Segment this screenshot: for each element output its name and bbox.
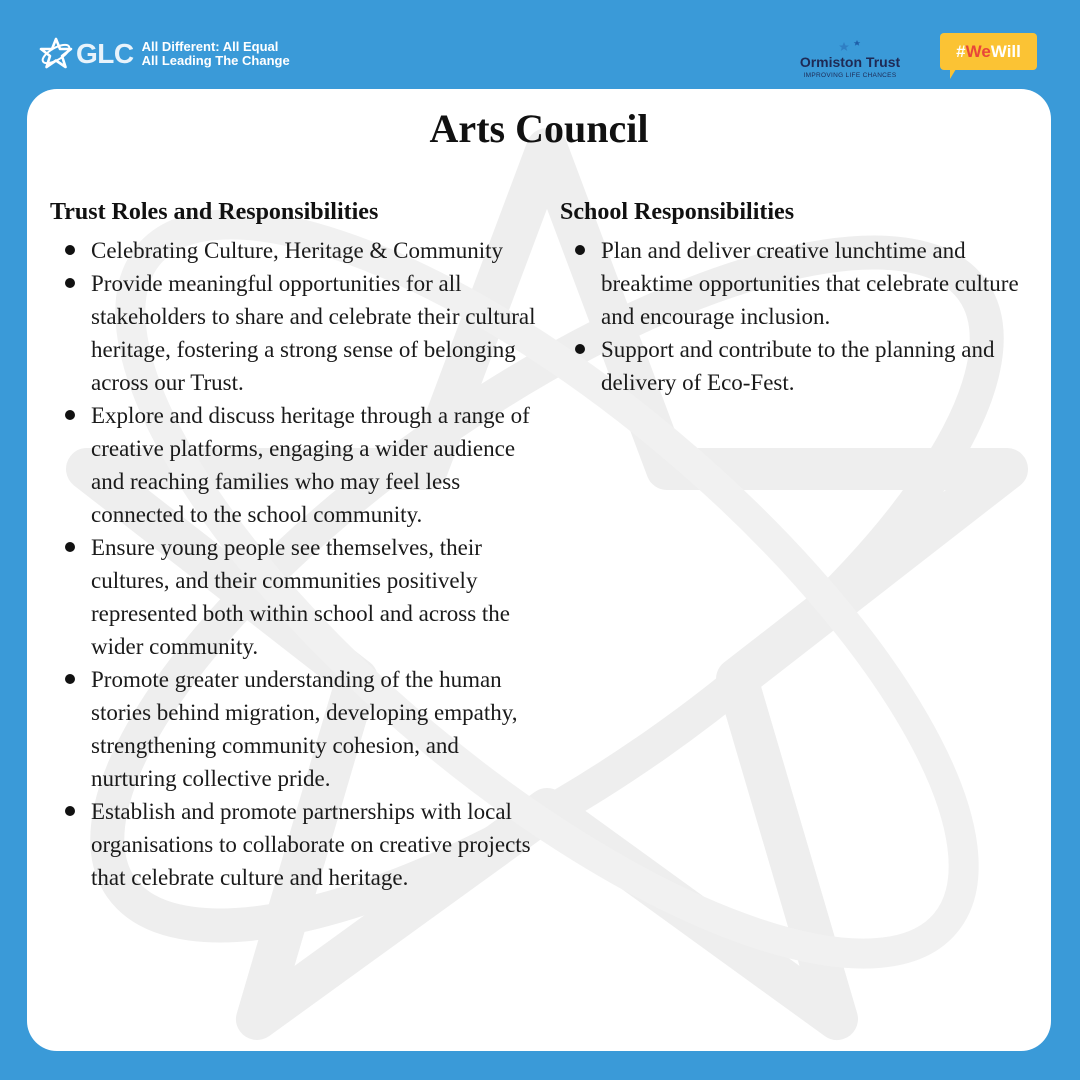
list-item bbox=[560, 234, 1040, 333]
bullet-icon bbox=[65, 806, 75, 816]
bullet-icon bbox=[575, 245, 585, 255]
wewill-badge bbox=[940, 33, 1037, 70]
bullet-icon bbox=[65, 245, 75, 255]
glc-letters: GLC bbox=[76, 38, 134, 69]
bullet-icon bbox=[65, 410, 75, 420]
list-item bbox=[560, 333, 1040, 399]
wewill-will: Will bbox=[990, 41, 1021, 61]
bullet-icon bbox=[65, 278, 75, 288]
list-item bbox=[50, 234, 550, 267]
list-item bbox=[50, 663, 550, 795]
page-title: Arts Council bbox=[429, 106, 649, 151]
wewill-we: We bbox=[965, 41, 991, 61]
glc-tagline-line1: All Different: All Equal bbox=[141, 39, 279, 54]
school-responsibilities-list bbox=[560, 234, 1040, 399]
list-item bbox=[50, 267, 550, 399]
list-item-text: Plan and deliver creative lunchtime and breaktime opportunities that celebrate culture and encourage inclusion. bbox=[601, 238, 1019, 329]
stars-mark-icon bbox=[836, 30, 862, 52]
list-item-text: Explore and discuss heritage through a range of creative platforms, engaging a wider audience and reaching families who may feel less connected to the school community. bbox=[91, 403, 530, 527]
ormiston-subtitle: IMPROVING LIFE CHANCES bbox=[803, 72, 897, 79]
star-icon bbox=[38, 36, 74, 72]
school-responsibilities-heading: School Responsibilities bbox=[560, 199, 795, 225]
bullet-icon bbox=[575, 344, 585, 354]
bullet-icon bbox=[65, 542, 75, 552]
wewill-hash: # bbox=[956, 41, 966, 61]
list-item-text: Celebrating Culture, Heritage & Community bbox=[91, 238, 504, 263]
trust-responsibilities-list bbox=[50, 234, 550, 894]
glc-tagline-line2: All Leading The Change bbox=[141, 53, 290, 68]
glc-logo bbox=[38, 36, 290, 72]
list-item bbox=[50, 795, 550, 894]
list-item-text: Promote greater understanding of the human stories behind migration, developing empathy, strengthening community cohesion, and nurturing collective pride. bbox=[91, 667, 518, 791]
wewill-badge-tail bbox=[950, 69, 964, 79]
school-responsibilities-column bbox=[560, 195, 1040, 399]
list-item-text: Provide meaningful opportunities for all stakeholders to share and celebrate their cultural heritage, fostering a strong sense of belonging across our Trust. bbox=[91, 271, 536, 395]
list-item-text: Ensure young people see themselves, their cultures, and their communities positively represented both within school and across the wider community. bbox=[91, 535, 510, 659]
ormiston-logo bbox=[792, 30, 908, 84]
content-card bbox=[27, 89, 1051, 1051]
trust-responsibilities-column bbox=[50, 195, 550, 894]
list-item bbox=[50, 399, 550, 531]
bullet-icon bbox=[65, 674, 75, 684]
header bbox=[0, 0, 1080, 90]
ormiston-name: Ormiston Trust bbox=[799, 54, 901, 70]
trust-responsibilities-heading: Trust Roles and Responsibilities bbox=[50, 199, 379, 225]
list-item-text: Support and contribute to the planning and delivery of Eco-Fest. bbox=[601, 337, 995, 395]
list-item-text: Establish and promote partnerships with local organisations to collaborate on creative projects that celebrate culture and heritage. bbox=[91, 799, 531, 890]
glc-tagline bbox=[142, 40, 290, 68]
list-item bbox=[50, 531, 550, 663]
